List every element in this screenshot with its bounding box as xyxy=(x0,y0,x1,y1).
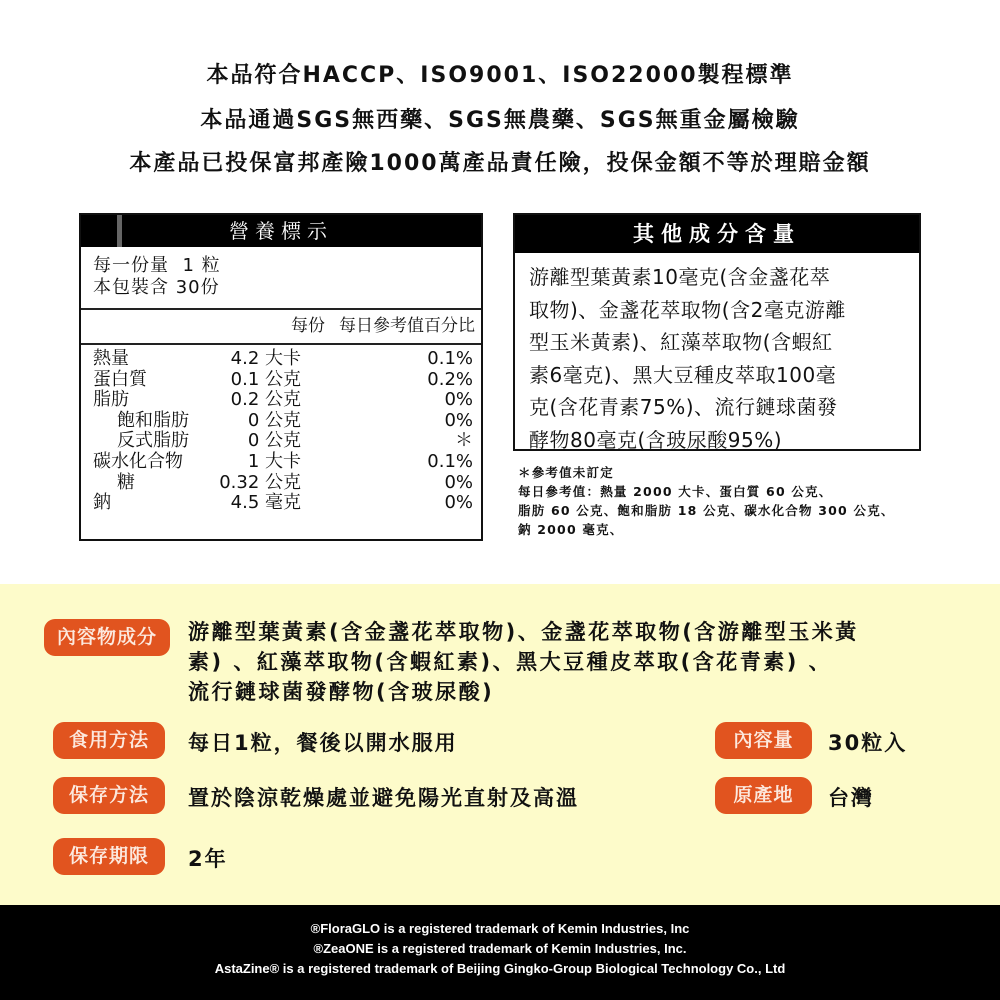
other-ingredients-line: 取物)、金盞花萃取物(含2毫克游離 xyxy=(529,297,846,322)
nutrition-row-fat xyxy=(81,390,481,411)
usage-value: 每日1粒，餐後以開水服用 xyxy=(188,731,458,755)
trademark-zeaone: ®ZeaONE is a registered trademark of Kemin Industries, Inc. xyxy=(313,941,687,956)
nutrition-row-protein xyxy=(81,370,481,391)
nutrient-name: 蛋白質 xyxy=(93,368,147,390)
nutrient-pct: 0% xyxy=(444,389,473,411)
nutrition-row-calories xyxy=(81,349,481,370)
reference-note xyxy=(518,463,895,539)
nutrient-name: 反式脂肪 xyxy=(117,430,189,452)
quantity-label-badge: 內容量 xyxy=(715,722,812,759)
shelf-life-label-badge: 保存期限 xyxy=(53,838,165,875)
reference-note-asterisk: ＊參考值未訂定 xyxy=(518,465,614,480)
nutrient-pct: 0.1% xyxy=(427,348,473,369)
nutrient-name: 熱量 xyxy=(93,348,129,369)
nutrient-amount: 0.1 公克 xyxy=(230,368,301,390)
nutrition-row-sugar xyxy=(81,473,481,494)
reference-note-line: 鈉 2000 毫克、 xyxy=(518,522,624,537)
storage-label-badge: 保存方法 xyxy=(53,777,165,814)
trademark-astazine: AstaZine® is a registered trademark of Beijing Gingko-Group Biological Technology Co., Ltd xyxy=(214,961,786,976)
nutrition-row-sodium xyxy=(81,493,481,514)
nutrient-amount: 0 公克 xyxy=(247,409,301,431)
other-ingredients-title: 其他成分含量 xyxy=(515,215,919,253)
col-per-serving: 每份 xyxy=(291,316,325,336)
servings-per-pack: 本包裝含 30份 xyxy=(93,277,220,298)
serving-size: 每一份量 1 粒 xyxy=(93,255,221,276)
nutrient-amount: 4.2 大卡 xyxy=(230,348,301,369)
ingredients-text xyxy=(188,617,958,707)
ingredients-line: 素) 、紅藻萃取物(含蝦紅素)、黑大豆種皮萃取(含花青素) 、 xyxy=(188,650,833,674)
quantity-value: 30粒入 xyxy=(828,731,908,755)
serving-info xyxy=(81,247,481,310)
other-ingredients-line: 酵物80毫克(含玻尿酸95%) xyxy=(529,427,783,452)
other-ingredients-line: 素6毫克)、黑大豆種皮萃取100毫 xyxy=(529,362,837,387)
nutrient-pct: ＊ xyxy=(455,430,473,452)
nutrition-facts-title: 營養標示 xyxy=(229,219,333,243)
nutrient-name: 糖 xyxy=(117,471,135,493)
nutrition-row-carbohydrate xyxy=(81,452,481,473)
origin-value: 台灣 xyxy=(828,786,874,810)
cert-sgs-tests: 本品通過SGS無西藥、SGS無農藥、SGS無重金屬檢驗 xyxy=(200,108,800,133)
other-ingredients-line: 克(含花青素75%)、流行鏈球菌發 xyxy=(529,395,838,419)
nutrient-amount: 0 公克 xyxy=(247,430,301,452)
cert-haccp-iso: 本品符合HACCP、ISO9001、ISO22000製程標準 xyxy=(206,63,794,88)
nutrient-name: 鈉 xyxy=(93,492,111,514)
nutrient-amount: 4.5 毫克 xyxy=(230,492,301,514)
nutrition-row-trans-fat xyxy=(81,431,481,452)
nutrition-rows xyxy=(81,345,481,514)
nutrient-amount: 1 大卡 xyxy=(247,450,301,472)
header-stripe xyxy=(117,215,122,247)
ingredients-label-badge: 內容物成分 xyxy=(44,619,170,656)
nutrient-pct: 0% xyxy=(444,492,473,514)
nutrition-facts-header xyxy=(81,215,481,247)
usage-label-badge: 食用方法 xyxy=(53,722,165,759)
nutrient-amount: 0.2 公克 xyxy=(230,389,301,411)
storage-value: 置於陰涼乾燥處並避免陽光直射及高溫 xyxy=(188,786,579,810)
trademark-footer xyxy=(0,905,1000,1000)
other-ingredients-line: 游離型葉黃素10毫克(含金盞花萃 xyxy=(529,265,831,289)
other-ingredients-text xyxy=(515,253,919,456)
shelf-life-value: 2年 xyxy=(188,847,228,871)
other-ingredients-box xyxy=(513,213,921,451)
nutrient-amount: 0.32 公克 xyxy=(219,471,301,493)
nutrition-row-saturated-fat xyxy=(81,411,481,432)
nutrient-pct: 0% xyxy=(444,409,473,431)
reference-note-line: 每日參考值：熱量 2000 大卡、蛋白質 60 公克、 xyxy=(518,484,833,499)
nutrition-column-headers xyxy=(81,310,481,345)
col-daily-pct: 每日參考值百分比 xyxy=(339,316,475,336)
cert-insurance: 本產品已投保富邦產險1000萬產品責任險，投保金額不等於理賠金額 xyxy=(129,151,871,176)
nutrition-facts-table xyxy=(79,213,483,541)
nutrient-name: 脂肪 xyxy=(93,389,129,411)
nutrient-pct: 0.2% xyxy=(427,368,473,390)
other-ingredients-line: 型玉米黃素)、紅藻萃取物(含蝦紅 xyxy=(529,330,833,354)
trademark-floraglo: ®FloraGLO is a registered trademark of Kemin Industries, Inc xyxy=(310,921,690,936)
ingredients-line: 游離型葉黃素(含金盞花萃取物)、金盞花萃取物(含游離型玉米黃 xyxy=(188,620,859,644)
nutrient-name: 碳水化合物 xyxy=(93,450,183,472)
reference-note-line: 脂肪 60 公克、飽和脂肪 18 公克、碳水化合物 300 公克、 xyxy=(518,503,895,518)
nutrient-pct: 0.1% xyxy=(427,450,473,472)
nutrient-pct: 0% xyxy=(444,471,473,493)
origin-label-badge: 原產地 xyxy=(715,777,812,814)
nutrient-name: 飽和脂肪 xyxy=(117,409,189,431)
ingredients-line: 流行鏈球菌發酵物(含玻尿酸) xyxy=(188,680,495,704)
